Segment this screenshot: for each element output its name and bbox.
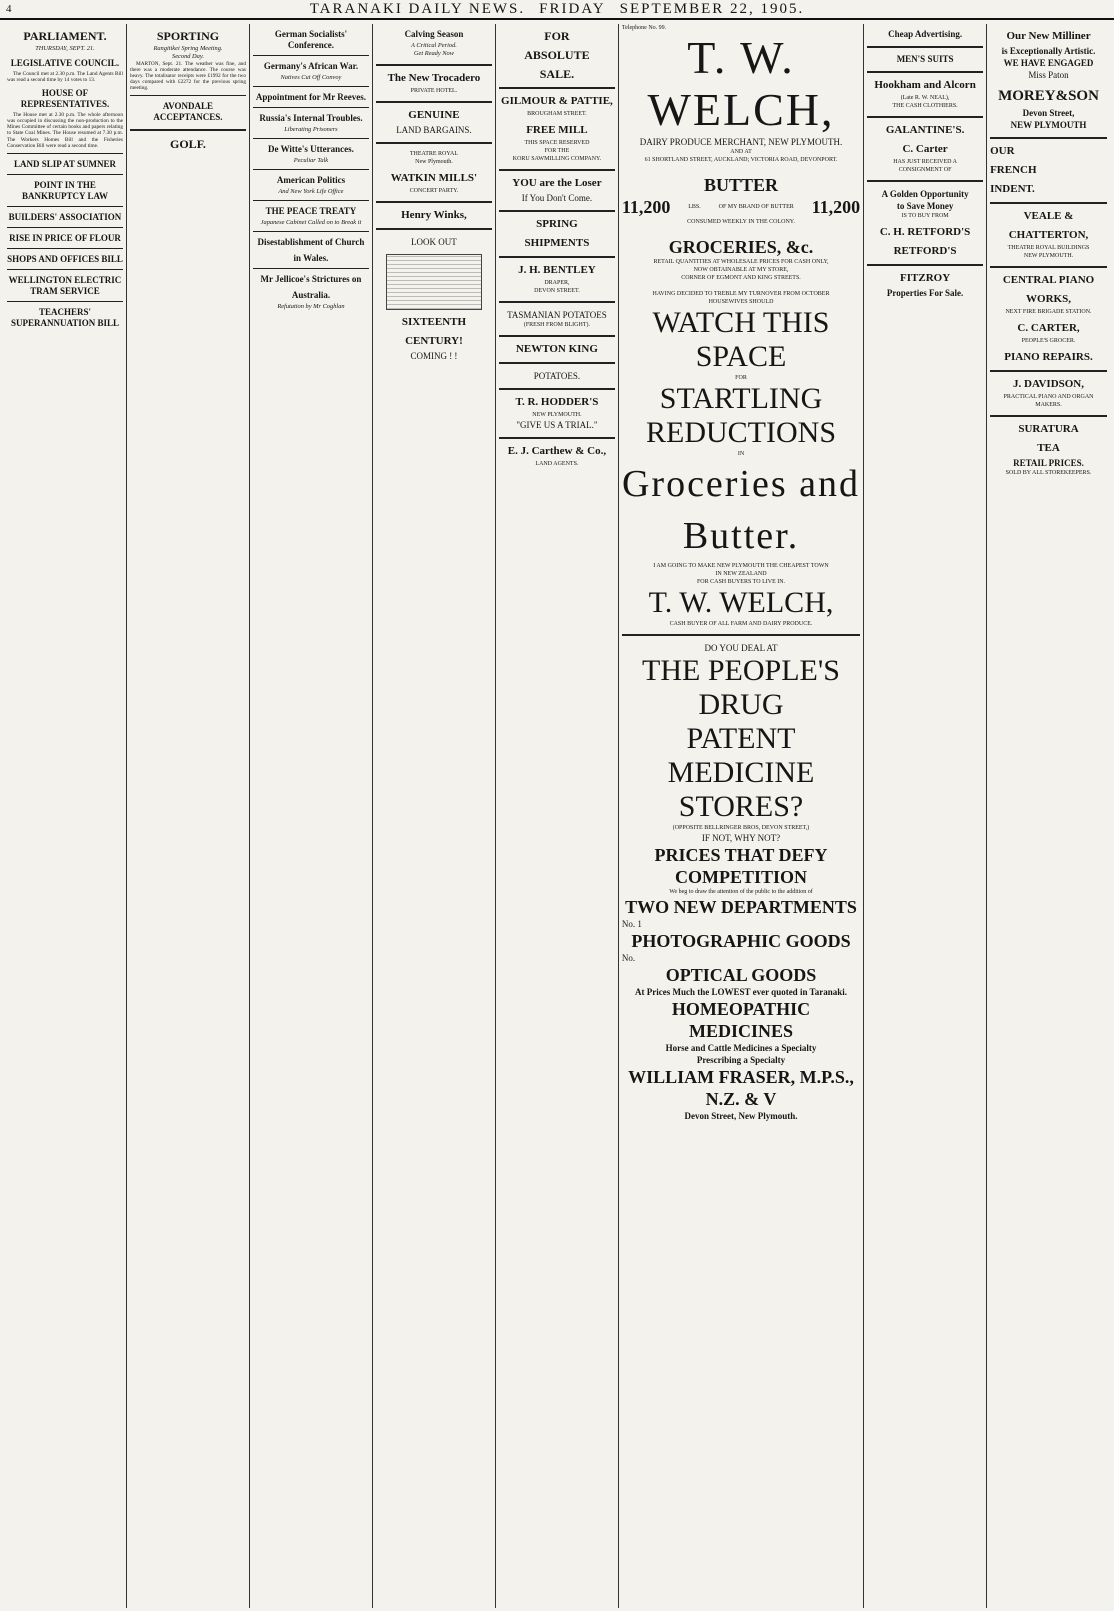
ad-title: SPRING xyxy=(536,218,578,230)
columns xyxy=(4,24,1110,1608)
ad-title: OUR xyxy=(990,145,1015,157)
ad-title: SIXTEENTH xyxy=(401,316,467,328)
heading: German Socialists' Conference. xyxy=(274,29,348,50)
ad-title: CHATTERTON, xyxy=(1008,229,1089,241)
ad-sub: HAS JUST RECEIVED A xyxy=(893,159,957,165)
ad-sub: COMING ! ! xyxy=(410,351,458,361)
ad-title: J. DAVIDSON, xyxy=(1013,378,1085,390)
ad-title: A Golden Opportunity xyxy=(881,189,969,199)
ad-sub: CONSUMED WEEKLY IN THE COLONY. xyxy=(687,219,795,225)
ad-title: C. H. RETFORD'S xyxy=(879,226,971,238)
ad-name: Henry Winks, xyxy=(401,209,467,221)
ad-sub: New Plymouth. xyxy=(415,159,453,165)
column-land-sales xyxy=(496,24,619,1608)
ad-title: FRENCH xyxy=(990,164,1037,176)
ad-title: INDENT. xyxy=(990,183,1035,195)
heading: LEGISLATIVE COUNCIL. xyxy=(10,58,120,68)
column-farm xyxy=(373,24,496,1608)
ad-title: YOU are the Loser xyxy=(512,177,602,189)
column-cables xyxy=(250,24,373,1608)
ad-sub: IS TO BUY FROM xyxy=(901,213,949,219)
ad-title: WE HAVE ENGAGED xyxy=(1003,58,1094,68)
heading: American Politics xyxy=(276,175,346,185)
ad-title: HOMEOPATHIC MEDICINES xyxy=(671,999,811,1041)
ad-title: TEA xyxy=(1037,442,1060,454)
subheading: A Critical Period. xyxy=(411,42,457,49)
ad-title: DO YOU DEAL AT xyxy=(704,643,778,653)
ad-sub: Prescribing a Specialty xyxy=(696,1055,786,1065)
ad-sub: Devon Street, New Plymouth. xyxy=(684,1111,798,1121)
ad-sub: PEOPLE'S GROCER. xyxy=(1021,338,1076,344)
dept-number: No. 1 xyxy=(621,919,642,929)
heading: Disestablishment of Church xyxy=(257,237,365,247)
ad-title: GENUINE xyxy=(408,109,460,121)
ad-title: GALANTINE'S. xyxy=(885,124,965,136)
column-parliament xyxy=(4,24,127,1608)
heading: RISE IN PRICE OF FLOUR xyxy=(9,232,121,243)
article-text: The Council met at 2.30 p.m. The Land Agents Bill was read a second time by 14 votes to 13. xyxy=(7,71,123,84)
ad-sub: PRACTICAL PIANO AND ORGAN MAKERS. xyxy=(1003,394,1094,408)
ad-sub: FOR THE xyxy=(544,148,570,154)
ad-sub: At Prices Much the LOWEST ever quoted in Taranaki. xyxy=(635,987,847,997)
ad-signature: T. W. WELCH, xyxy=(648,586,834,619)
ad-sub: 61 SHORTLAND STREET, AUCKLAND; VICTORIA ROAD, DEVONPORT. xyxy=(644,157,838,163)
subheading: Second Day. xyxy=(172,53,204,60)
ad-sub: RETAIL QUANTITIES AT WHOLESALE PRICES FOR CASH ONLY, xyxy=(653,259,829,265)
heading: Appointment for Mr Reeves. xyxy=(255,92,367,102)
ad-sub: THEATRE ROYAL BUILDINGS xyxy=(1007,245,1090,251)
ad-sub: BROUGHAM STREET. xyxy=(527,111,587,117)
heading: Cheap Advertising. xyxy=(888,29,963,39)
ad-sub: HOUSEWIVES SHOULD xyxy=(708,299,774,305)
ad-sub: THIS SPACE RESERVED xyxy=(524,140,590,146)
ad-title: PRICES THAT DEFY COMPETITION xyxy=(654,845,828,887)
ad-sub: FOR xyxy=(735,375,747,381)
ad-sub: is Exceptionally Artistic. xyxy=(1001,46,1096,56)
subheading: Rangitikei Spring Meeting. xyxy=(153,45,223,52)
ad-title: SURATURA xyxy=(1018,423,1079,435)
heading: Germany's African War. xyxy=(263,61,359,71)
ad-sub: CONCERT PARTY. xyxy=(409,188,459,194)
heading: Australia. xyxy=(291,290,331,300)
article-text: The House met at 2.30 p.m. The whole afternoon was occupied in discussing the non-production to the Mines Committee of certain books and papers relating to State Coal Mines. The House resumed at 7.30 p.m. The Workers Homes Bill and the Fisheries Conservation Bill were read a second time. xyxy=(7,112,123,149)
ad-sub: Properties For Sale. xyxy=(886,288,964,298)
dept-number: No. xyxy=(621,953,636,963)
ad-sub: Miss Paton xyxy=(1028,70,1069,80)
heading: SALE. xyxy=(539,67,575,81)
ad-sub: NEW PLYMOUTH xyxy=(1010,120,1087,130)
ad-title: WORKS, xyxy=(1026,293,1071,305)
ad-sub: SOLD BY ALL STOREKEEPERS. xyxy=(1005,470,1092,476)
column-sporting xyxy=(127,24,250,1608)
ad-title: FITZROY xyxy=(900,272,951,284)
paper-title: TARANAKI DAILY NEWS. xyxy=(309,0,526,17)
subheading: Peculiar Talk xyxy=(293,157,329,164)
phone-number: Telephone No. 99. xyxy=(621,25,667,31)
ad-sub: We beg to draw the attention of the public to the addition of xyxy=(669,889,813,895)
ad-sub: HAVING DECIDED TO TREBLE MY TURNOVER FROM OCTOBER xyxy=(652,291,830,297)
ad-sub: CASH BUYER OF ALL FARM AND DAIRY PRODUCE. xyxy=(669,621,813,627)
ad-title: CENTURY! xyxy=(405,335,463,347)
ad-title: PATENT MEDICINE STORES? xyxy=(667,722,815,823)
ad-sub: Devon Street, xyxy=(1022,108,1075,118)
column-classifieds xyxy=(864,24,987,1608)
heading: Mr Jellicoe's Strictures on xyxy=(260,274,362,284)
heading: WELLINGTON ELECTRIC TRAM SERVICE xyxy=(8,274,122,296)
ad-title: PIANO REPAIRS. xyxy=(1004,351,1093,363)
ad-title: C. CARTER, xyxy=(1017,322,1080,334)
ad-name: WATKIN MILLS' xyxy=(390,172,478,184)
subheading: THURSDAY, SEPT. 21. xyxy=(35,45,95,52)
ad-sub: to Save Money xyxy=(896,201,954,211)
butter-amount: 11,200 xyxy=(811,197,861,217)
masthead xyxy=(0,0,1114,20)
butter-unit: LBS. xyxy=(688,204,701,210)
heading: SHOPS AND OFFICES BILL xyxy=(7,253,123,264)
page-number: 4 xyxy=(6,3,14,15)
ad-sub: (OPPOSITE BELLRINGER BROS, DEVON STREET,) xyxy=(672,825,810,831)
heading: TEACHERS' SUPERANNUATION BILL xyxy=(10,306,120,328)
ad-title: GROCERIES, &c. xyxy=(668,237,814,257)
ad-sub: DRAPER, xyxy=(544,280,570,286)
heading: Russia's Internal Troubles. xyxy=(259,113,363,123)
heading: ABSOLUTE xyxy=(524,48,590,62)
ad-title: Our New Milliner xyxy=(1006,30,1091,42)
ad-title: STARTLING REDUCTIONS xyxy=(646,382,837,449)
ad-title: T. R. HODDER'S xyxy=(515,396,599,408)
butter-row xyxy=(622,196,860,218)
ad-title: MOREY&SON xyxy=(998,88,1099,104)
heading: PARLIAMENT. xyxy=(23,29,107,43)
ad-title: PHOTOGRAPHIC GOODS xyxy=(631,931,851,951)
issue-date: SEPTEMBER 22, 1905. xyxy=(619,0,805,17)
heading: LAND SLIP AT SUMNER xyxy=(14,158,116,169)
ad-title: WATCH THIS SPACE xyxy=(652,306,830,373)
ad-sub: FOR CASH BUYERS TO LIVE IN. xyxy=(696,579,786,585)
heading: POINT IN THE BANKRUPTCY LAW xyxy=(22,179,108,201)
ad-sub: KORU SAWMILLING COMPANY. xyxy=(512,156,602,162)
heading: Calving Season xyxy=(404,29,464,39)
ad-title: BUTTER xyxy=(703,175,779,195)
ad-sub: LAND BARGAINS. xyxy=(396,125,472,135)
ad-title: J. H. BENTLEY xyxy=(518,264,596,276)
ad-slogan: "GIVE US A TRIAL." xyxy=(516,420,598,430)
ad-title: OPTICAL GOODS xyxy=(665,965,817,985)
heading: HOUSE OF REPRESENTATIVES. xyxy=(20,88,110,110)
heading: GOLF. xyxy=(170,137,206,152)
ad-sub: PRIVATE HOTEL. xyxy=(410,88,458,94)
subheading: Japanese Cabinet Called on to Break it xyxy=(260,219,362,226)
ad-title: LOOK OUT xyxy=(411,237,457,247)
ad-title: CENTRAL PIANO xyxy=(1002,274,1095,286)
heading: BUILDERS' ASSOCIATION xyxy=(8,211,122,222)
ad-title: SHIPMENTS xyxy=(524,237,590,249)
ad-sub: NEXT FIRE BRIGADE STATION. xyxy=(1005,309,1092,315)
ad-title: FREE MILL xyxy=(526,124,588,136)
ad-title: E. J. Carthew & Co., xyxy=(507,445,607,457)
heading: THE PEACE TREATY xyxy=(265,206,357,216)
ad-title: POTATOES. xyxy=(533,371,581,381)
ad-title: Groceries and Butter. xyxy=(621,463,861,557)
ad-title: THE PEOPLE'S DRUG xyxy=(642,654,840,721)
ad-sub: I AM GOING TO MAKE NEW PLYMOUTH THE CHEAPEST TOWN xyxy=(653,563,829,569)
heading: FOR xyxy=(544,29,570,43)
subheading: Natives Cut Off Convoy xyxy=(280,74,342,81)
ad-title: The New Trocadero xyxy=(387,72,481,84)
ad-sub: CORNER OF EGMONT AND KING STREETS. xyxy=(681,275,801,281)
ad-title: VEALE & xyxy=(1023,210,1074,222)
ad-sub: LAND AGENTS. xyxy=(535,461,579,467)
column-welch-ad xyxy=(619,24,864,1608)
heading: De Witte's Utterances. xyxy=(268,144,354,154)
heading: in Wales. xyxy=(293,253,329,263)
ad-sub: NEW PLYMOUTH. xyxy=(1023,253,1074,259)
ad-title: WILLIAM FRASER, M.P.S., N.Z. & V xyxy=(628,1067,854,1109)
ad-sub: DEVON STREET. xyxy=(534,288,580,294)
ad-sub: CONSIGNMENT OF xyxy=(898,167,952,173)
subheading: Refutation by Mr Coghlan xyxy=(277,303,345,310)
ad-title: THEATRE ROYAL xyxy=(409,151,459,157)
issue-day: FRIDAY xyxy=(539,0,606,17)
subheading: Get Ready Now xyxy=(413,50,454,57)
column-shops xyxy=(987,24,1110,1608)
ad-title: RETFORD'S xyxy=(893,245,957,257)
heading: MEN'S SUITS xyxy=(896,54,954,64)
ad-sub: RETAIL PRICES. xyxy=(1013,458,1084,468)
ad-title: TASMANIAN POTATOES xyxy=(507,310,607,320)
ad-sub: THE CASH CLOTHIERS. xyxy=(892,103,958,109)
butter-amount: 11,200 xyxy=(621,197,671,217)
heading: AVONDALE ACCEPTANCES. xyxy=(153,101,223,123)
ad-sub: IF NOT, WHY NOT? xyxy=(701,833,781,843)
ad-title: Hookham and Alcorn xyxy=(874,79,976,91)
heading: SPORTING xyxy=(156,29,220,43)
ad-title: NEWTON KING xyxy=(515,343,598,355)
ad-sub: Horse and Cattle Medicines a Specialty xyxy=(665,1043,817,1053)
engraving-image xyxy=(386,254,482,310)
ad-sub: IN NEW ZEALAND xyxy=(715,571,767,577)
ad-sub: (FRESH FROM BLIGHT). xyxy=(523,322,591,328)
subheading: Liberating Prisoners xyxy=(284,126,338,133)
ad-title: GILMOUR & PATTIE, xyxy=(501,95,613,107)
ad-sub: IN xyxy=(737,451,745,457)
ad-sub: AND AT xyxy=(730,149,752,155)
ad-sub: If You Don't Come. xyxy=(521,193,593,203)
ad-sub: (Late R. W. NEAL), xyxy=(900,95,950,101)
ad-sub: NOW OBTAINABLE AT MY STORE, xyxy=(693,267,789,273)
ad-sub: DAIRY PRODUCE MERCHANT, NEW PLYMOUTH. xyxy=(639,137,843,147)
ad-title: C. Carter xyxy=(902,143,948,155)
article-text: MARTON, Sept. 21. The weather was fine, and there was a moderate attendance. The course was heavy. The totalisator receipts were £1992 for the two days compared with £2272 for the previous spring meeting. xyxy=(129,61,246,92)
ad-title: T. W. WELCH, xyxy=(647,32,835,135)
butter-text: OF MY BRAND OF BUTTER xyxy=(718,204,794,210)
ad-sub: NEW PLYMOUTH. xyxy=(532,412,582,418)
subheading: And New York Life Office xyxy=(278,188,344,195)
ad-title: TWO NEW DEPARTMENTS xyxy=(625,897,857,917)
